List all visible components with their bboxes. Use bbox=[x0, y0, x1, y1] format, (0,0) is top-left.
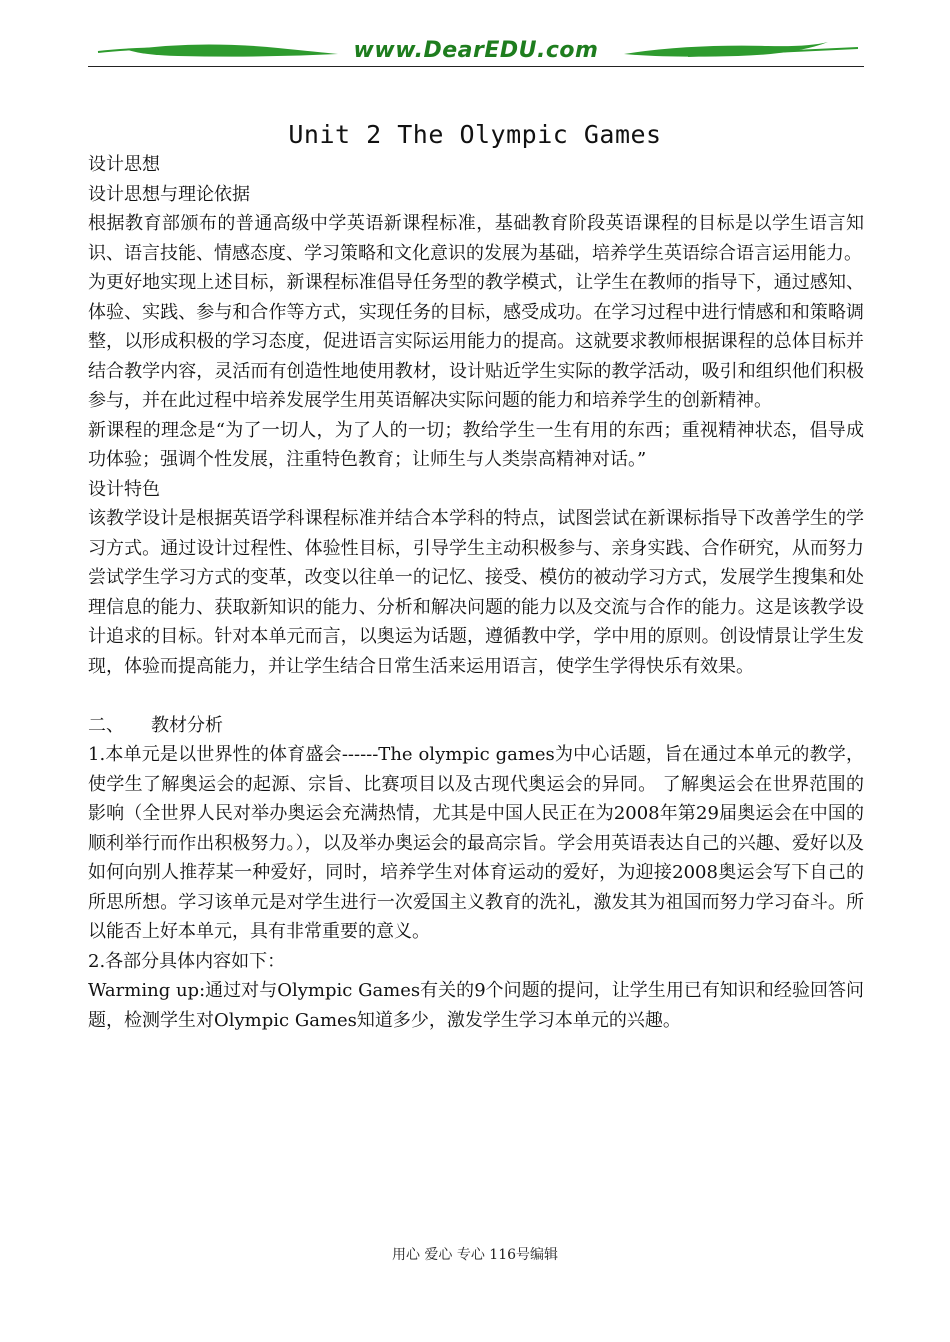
site-logo[interactable]: www.DearEDU.com bbox=[353, 38, 599, 63]
paragraph-curriculum-goal: 根据教育部颁布的普通高级中学英语新课程标准，基础教育阶段英语课程的目标是以学生语言知识、语言技能、情感态度、学习策略和文化意识的发展为基础，培养学生英语综合语言运用能力。 bbox=[88, 213, 864, 264]
page-title: Unit 2 The Olympic Games bbox=[288, 120, 662, 149]
paragraph-task-based-teaching: 为更好地实现上述目标，新课程标准倡导任务型的教学模式，让学生在教师的指导下，通过感知、体验、实践、参与和合作等方式，实现任务的目标，感受成功。在学习过程中进行情感和和策略调整，以形成积极的学习态度，促进语言实际运用能力的提高。这就要求教师根据课程的总体目标并结合教学内容，灵活而有创造性地使用教材，设计贴近学生实际的教学活动，吸引和组织他们积极参与，并在此过程中培养发展学生用英语解决实际问题的能力和培养学生的创新精神。 bbox=[88, 272, 864, 411]
paragraph-warming-up: Warming up:通过对与Olympic Games有关的9个问题的提问，让学生用已有知识和经验回答问题，检测学生对Olympic Games知道多少，激发学生学习本单元的兴趣。 bbox=[88, 980, 864, 1031]
spacer bbox=[88, 681, 864, 711]
heading-textbook-analysis: 二、 教材分析 bbox=[88, 714, 223, 736]
heading-theory-basis: 设计思想与理论依据 bbox=[88, 183, 250, 205]
paragraph-parts-intro: 2.各部分具体内容如下： bbox=[88, 950, 286, 972]
paragraph-unit-overview: 1.本单元是以世界性的体育盛会------The olympic games为中心话题，旨在通过本单元的教学，使学生了解奥运会的起源、宗旨、比赛项目以及古现代奥运会的异同。 了解奥运会在世界范围的影响（全世界人民对举办奥运会充满热情，尤其是中国人民正在为2008年第29届奥运会在中国的顺利举行而作出积极努力。），以及举办奥运会的最高宗旨。学会用英语表达自己的兴趣、爱好以及如何向别人推荐某一种爱好，同时，培养学生对体育运动的爱好，为迎接2008奥运会写下自己的所思所想。学习该单元是对学生进行一次爱国主义教育的洗礼，激发其为祖国而努力学习奋斗。所以能否上好本单元，具有非常重要的意义。 bbox=[88, 744, 864, 942]
heading-design-thinking: 设计思想 bbox=[88, 154, 160, 175]
heading-design-features: 设计特色 bbox=[88, 478, 160, 500]
document-body bbox=[88, 150, 864, 1035]
paragraph-design-features: 该教学设计是根据英语学科课程标准并结合本学科的特点，试图尝试在新课标指导下改善学生的学习方式。通过设计过程性、体验性目标，引导学生主动积极参与、亲身实践、合作研究，从而努力尝试学生学习方式的变革，改变以往单一的记忆、接受、模仿的被动学习方式，发展学生搜集和处理信息的能力、获取新知识的能力、分析和解决问题的能力以及交流与合作的能力。这是该教学设计追求的目标。针对本单元而言，以奥运为话题，遵循教中学，学中用的原则。创设情景让学生发现，体验而提高能力，并让学生结合日常生活来运用语言，使学生学得快乐有效果。 bbox=[88, 508, 864, 677]
header-divider bbox=[88, 66, 864, 67]
page-footer: 用心 爱心 专心 116号编辑 bbox=[391, 1247, 559, 1263]
site-header bbox=[88, 36, 864, 70]
paragraph-new-curriculum-concept: 新课程的理念是“为了一切人，为了人的一切；教给学生一生有用的东西；重视精神状态，倡导成功体验；强调个性发展，注重特色教育；让师生与人类崇高精神对话。” bbox=[88, 419, 864, 470]
